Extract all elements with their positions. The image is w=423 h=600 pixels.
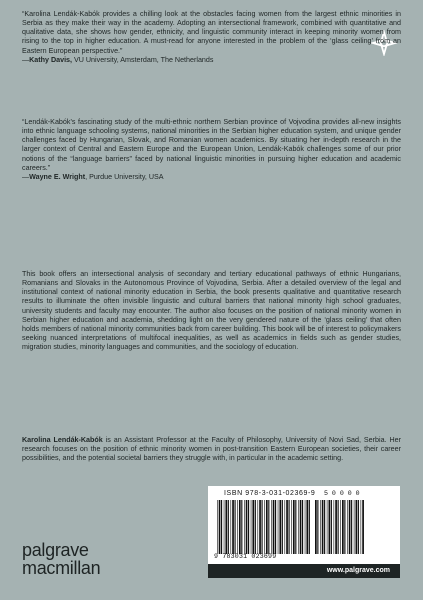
barcode-bar — [289, 500, 290, 554]
barcode-bar — [251, 500, 252, 554]
barcode-digits: 9 783031 023699 — [214, 553, 277, 560]
barcode-bar — [295, 500, 296, 554]
addon-barcode-icon — [314, 500, 364, 554]
barcode-bar — [340, 500, 341, 554]
bio-paragraph — [22, 436, 401, 463]
barcode-bar — [273, 500, 275, 554]
barcode-bar — [322, 500, 324, 554]
barcode-bar — [331, 500, 332, 554]
barcode-bar — [344, 500, 345, 554]
barcode-bar — [351, 500, 352, 554]
description-text: This book offers an intersectional analysis of secondary and tertiary educational pathways of ethnic Hungarians, Romanians and Slovaks in the Autonomous Province of Vojvodina, Serbia. After a detailed overview of the legal and institutional context of national minority education in Serbia, the book presents qualitative and quantitative research results to illuminate the often invisible linguistic and cultural barriers that national minority high school graduates, university students and faculty may encounter. The author also focuses on the position of national minority women in Serbian higher education and academia, shedding light on the very gendered nature of the ‘glass ceiling’ that often holds members of national minority communities back from career building. This book will be of interest to policymakers seeking nuanced interpretations of multifocal inequalities, as well as academics in fields such as gender studies, migration studies, minority languages and communities, and the sociology of education. — [22, 270, 401, 352]
barcode-bar — [268, 500, 269, 554]
barcode-bar — [349, 500, 351, 554]
barcode-bar — [279, 500, 281, 554]
barcode-bar — [286, 500, 288, 554]
quote-attribution: —Kathy Davis, VU University, Amsterdam, The Netherlands — [22, 55, 214, 64]
barcode-bar — [241, 500, 242, 554]
barcode-bar — [282, 500, 283, 554]
barcode-bar — [271, 500, 272, 554]
barcode-bar — [356, 500, 358, 554]
quote-text: “Karolina Lendák-Kabók provides a chilling look at the obstacles facing women from the largest ethnic minorities in Serbia as they make their way in the academy. Adopting an intersectional framework, combined with quantitative and qualitative data, she shows how gender, ethnicity, and linguistic community interact in keeping minority women from rising to the top in higher education. A must-read for anyone interested in the problem of the ‘glass ceiling’ from an Eastern European perspective.” — [22, 10, 401, 55]
quote-author: Wayne E. Wright — [29, 172, 86, 181]
addon-digits: 5 0 0 0 0 — [324, 490, 360, 497]
barcode-bar — [329, 500, 331, 554]
barcode-bar — [305, 500, 306, 554]
barcode-bar — [347, 500, 348, 554]
barcode-bar — [320, 500, 321, 554]
barcode-bar — [327, 500, 328, 554]
barcode-bar — [252, 500, 254, 554]
barcode-bar — [335, 500, 337, 554]
barcode-bar — [244, 500, 245, 554]
barcode-bar — [217, 500, 218, 554]
barcode-bar — [266, 500, 268, 554]
barcode-bar — [221, 500, 222, 554]
barcode-bar — [338, 500, 339, 554]
barcode-bar — [293, 500, 295, 554]
barcode-bar — [298, 500, 299, 554]
barcode-bar — [342, 500, 344, 554]
endorsement-quote-2 — [22, 118, 401, 182]
barcode-bar — [219, 500, 221, 554]
barcode-bar — [361, 500, 362, 554]
barcode-bar — [300, 500, 302, 554]
barcode-bar — [246, 500, 248, 554]
isbn-barcode-box — [208, 486, 400, 578]
quote-text: “Lendák-Kabók’s fascinating study of the multi-ethnic northern Serbian province of Vojvodina provides all-new insights into ethnic language schooling systems, national minorities in the Serbian higher education system, and unique gender challenges faced by Hungarian, Slovak, and Romanian women academics. By situating her in-depth research in the larger context of Central and Eastern Europe and the European Union, Lendák-Kabók challenges some of our prior notions of the “language barriers” faced by national linguistic minorities in pursuing higher education and academic careers.” — [22, 118, 401, 172]
barcode-bar — [239, 500, 241, 554]
barcode-bar — [275, 500, 276, 554]
quote-author: Kathy Davis, — [29, 55, 73, 64]
bio-text: is an Assistant Professor at the Faculty of Philosophy, University of Novi Sad, Serbia. Her research focuses on the position of ethnic minority women in post-transition Eastern European societies, their career possibilities, and the potential societal barriers they struggle with, in particular in the academic setting. — [22, 436, 401, 463]
barcode-bar — [258, 500, 259, 554]
publisher-logo-line2: macmillan — [22, 558, 101, 578]
barcode-bar — [237, 500, 238, 554]
endorsement-quote-1 — [22, 10, 401, 65]
barcode-bar — [285, 500, 286, 554]
barcode-bar — [306, 500, 308, 554]
barcode-bar — [324, 500, 325, 554]
barcode-bar — [317, 500, 318, 554]
isbn-label: ISBN 978-3-031-02369-9 — [224, 490, 316, 497]
barcode-bar — [259, 500, 261, 554]
barcode-bar — [262, 500, 263, 554]
barcode-bar — [231, 500, 232, 554]
barcode-bar — [278, 500, 279, 554]
author-name: Karolina Lendák-Kabók — [22, 436, 103, 444]
barcode-bar — [224, 500, 225, 554]
quote-affiliation: Purdue University, USA — [89, 172, 164, 181]
barcode-bar — [235, 500, 236, 554]
barcode-bar — [264, 500, 265, 554]
barcode-bar — [232, 500, 234, 554]
barcode-bar — [255, 500, 256, 554]
barcode-bar — [228, 500, 229, 554]
barcode-bar — [315, 500, 317, 554]
barcode-bar — [354, 500, 355, 554]
barcode-bar — [358, 500, 359, 554]
barcode-bar — [334, 500, 335, 554]
barcode-bar — [248, 500, 249, 554]
barcode-icon — [216, 500, 310, 554]
barcode-bar — [291, 500, 292, 554]
barcode-bar — [362, 500, 364, 554]
quote-affiliation: VU University, Amsterdam, The Netherlands — [74, 55, 214, 64]
barcode-bar — [302, 500, 303, 554]
book-description — [22, 270, 401, 352]
publisher-logo-line1: palgrave — [22, 540, 89, 560]
barcode-bar — [225, 500, 227, 554]
barcode-bar — [309, 500, 310, 554]
publisher-url: www.palgrave.com — [208, 564, 400, 578]
author-bio — [22, 436, 401, 463]
quote-attribution: —Wayne E. Wright, Purdue University, USA — [22, 172, 164, 181]
